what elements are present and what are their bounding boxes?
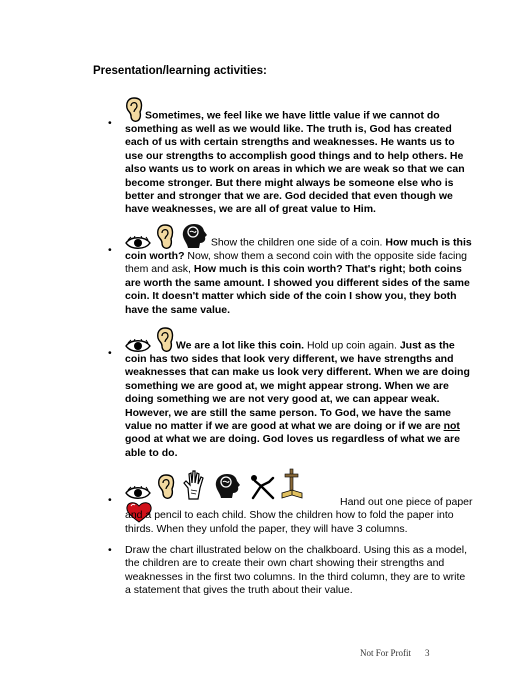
bullet-marker: • <box>108 347 112 359</box>
list-item <box>125 222 473 317</box>
item-text: Just as the coin has two sides that look very different, we have strengths and weaknesses that can make us look very different. When we are doing something we are good at, we might appear strong. When we are doing something we are not very good at, we can appear weak. However, we are still the same person. To God, we have the same value no matter if we are good at what we are doing or if we are <box>125 339 470 433</box>
list-item <box>125 496 473 536</box>
ear-icon <box>156 224 174 250</box>
item-title: We are a lot like this coin. <box>175 339 305 352</box>
page-footer <box>360 648 444 658</box>
item-text: good at what we are doing. God loves us regardless of what we are able to do. <box>125 433 460 459</box>
footer-label: Not For Profit <box>360 648 412 658</box>
page-number: 3 <box>425 648 430 658</box>
icon-group <box>125 222 211 250</box>
bullet-marker: • <box>108 244 112 256</box>
eye-icon <box>125 339 151 353</box>
icon-group <box>125 327 176 353</box>
ear-icon <box>156 327 174 353</box>
item-text: Now, show them a second coin with the opposite side facing them and ask, <box>125 250 467 276</box>
item-text: Sometimes, we feel like we have little value if we cannot do something as well as we would like. The truth is, God has created each of us with certain strengths and weaknesses. He wants us to use our strengths to accomplish good things and to help others. He also wants us to work on areas in which we are weak so that we can become stronger. But there might always be someone else who is better and stronger that we are. God decided that even though we have weaknesses, we are all of great value to Him. <box>125 109 465 216</box>
thinking-head-icon <box>179 222 209 250</box>
icon-group <box>125 97 145 123</box>
item-answer: How much is this coin worth? That's right; both coins are worth the same amount. I showed you different sides of the same coin. It doesn't matter which side of the coin I show you, they both have the same value. <box>125 263 470 316</box>
list-item <box>125 97 473 217</box>
list-item <box>125 544 473 598</box>
bullet-marker: • <box>108 117 112 129</box>
ear-icon <box>125 97 143 123</box>
list-item <box>125 327 473 460</box>
item-emphasis: not <box>443 420 460 433</box>
bullet-marker: • <box>108 494 112 506</box>
section-heading: Presentation/learning activities: <box>93 65 267 77</box>
item-text: Hand out one piece of paper and a pencil to each child. Show the children how to fold the paper into thirds. When they unfold the paper, they will have 3 columns. <box>125 496 473 535</box>
item-text: Hold up coin again. <box>304 339 400 352</box>
item-text: Draw the chart illustrated below on the chalkboard. Using this as a model, the children are to create their own chart showing their strengths and weaknesses in the first two columns. In the third column, they are to write a statement that gives the truth about their value. <box>125 544 468 597</box>
item-text: Show the children one side of a coin. <box>210 236 386 249</box>
eye-icon <box>125 236 151 250</box>
bullet-marker: • <box>108 544 112 556</box>
item-question: How much is this coin worth? <box>125 236 472 262</box>
